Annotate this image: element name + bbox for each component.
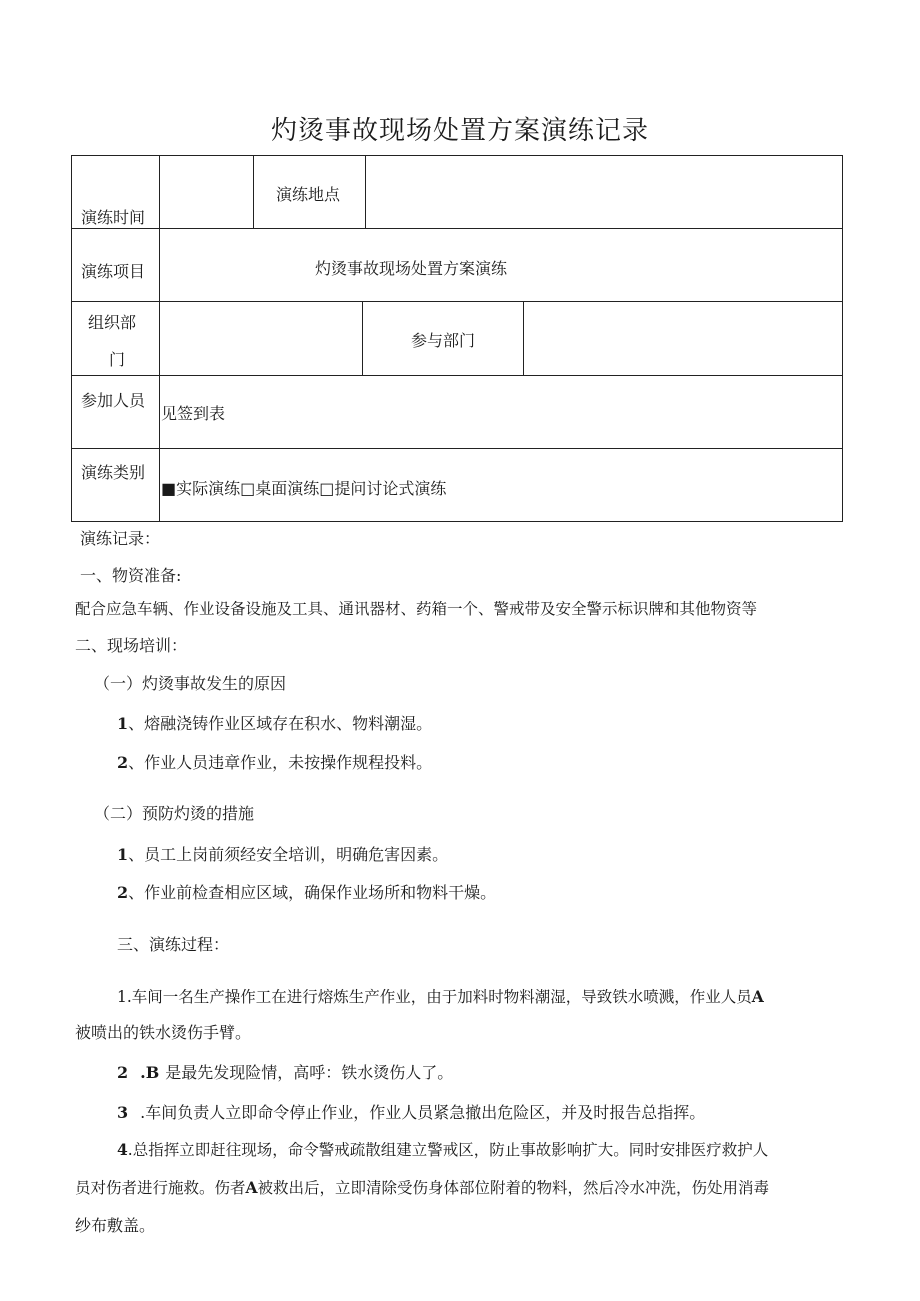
list-item-number: 2 [117,753,129,772]
list-item-number: 1 [117,714,129,733]
drill-type-value: ■实际演练□桌面演练□提问讨论式演练 [161,479,447,498]
process-step-1-line-1 [117,985,764,1007]
list-item [117,880,496,903]
section-1-heading: 一、物资准备: [80,566,182,585]
person-a-label: A [245,1178,258,1197]
drill-project-label: 演练项目 [81,262,146,281]
process-step-3-text: .车间负责人立即命令停止作业，作业人员紧急撤出危险区，并及时报告总指挥。 [140,1103,706,1122]
list-item-number: 2 [117,883,129,902]
section-2-sub-1: （一）灼烫事故发生的原因 [94,674,287,693]
process-step-2-text: 是最先发现险情，高呼：铁水烫伤人了。 [165,1063,454,1082]
record-heading: 演练记录： [80,529,161,548]
process-step-4-line-1 [117,1138,768,1160]
list-item [117,842,448,865]
list-item-number: 1 [117,845,129,864]
participants-label: 参加人员 [81,391,146,410]
process-step-4-line-2 [75,1176,769,1198]
page-title: 灼烫事故现场处置方案演练记录 [270,116,649,146]
process-step-4-line-3: 纱布敷盖。 [75,1216,156,1235]
section-2-heading: 二、现场培训： [75,636,188,655]
person-a-label: A [751,987,764,1006]
process-step-4-text-a: 员对伤者进行施救。伤者 [75,1179,246,1197]
process-step-3 [117,1100,705,1123]
step-number: 2 [117,1063,129,1082]
drill-type-label: 演练类别 [81,463,146,482]
participants-value: 见签到表 [161,404,226,423]
list-item-text: 、员工上岗前须经安全培训，明确危害因素。 [128,845,449,864]
process-step-1-line-2: 被喷出的铁水烫伤手臂。 [75,1023,252,1042]
person-b-label: .B [140,1063,160,1082]
section-2-sub-2: （二）预防灼烫的措施 [94,804,255,823]
drill-time-label: 演练时间 [81,208,146,227]
drill-project-value: 灼烫事故现场处置方案演练 [315,259,508,278]
list-item-text: 、作业人员违章作业，未按操作规程投料。 [128,753,433,772]
process-step-4-text: .总指挥立即赶往现场，命令警戒疏散组建立警戒区，防止事故影响扩大。同时安排医疗救护人 [127,1141,769,1159]
list-item-text: 、熔融浇铸作业区域存在积水、物料潮湿。 [128,714,433,733]
section-3-heading: 三、演练过程： [117,935,230,954]
step-number: 3 [117,1103,129,1122]
step-number: 4 [117,1140,128,1159]
participating-dept-label: 参与部门 [411,331,476,350]
drill-info-table [71,155,843,521]
section-1-text: 配合应急车辆、作业设备设施及工具、通讯器材、药箱一个、警戒带及安全警示标识牌和其他物资等 [75,600,758,618]
process-step-1-text: 1.车间一名生产操作工在进行熔炼生产作业，由于加料时物料潮湿，导致铁水喷溅，作业人员 [117,988,752,1006]
organizer-dept-label-line1: 组织部 [88,313,137,332]
list-item [117,750,432,773]
process-step-2 [117,1060,453,1083]
process-step-4-text-b: 被救出后，立即清除受伤身体部位附着的物料，然后冷水冲洗，伤处用消毒 [257,1179,770,1197]
drill-location-label: 演练地点 [276,185,341,204]
list-item-text: 、作业前检查相应区域，确保作业场所和物料干燥。 [128,883,497,902]
list-item [117,711,432,734]
organizer-dept-label-line2: 门 [109,350,126,369]
